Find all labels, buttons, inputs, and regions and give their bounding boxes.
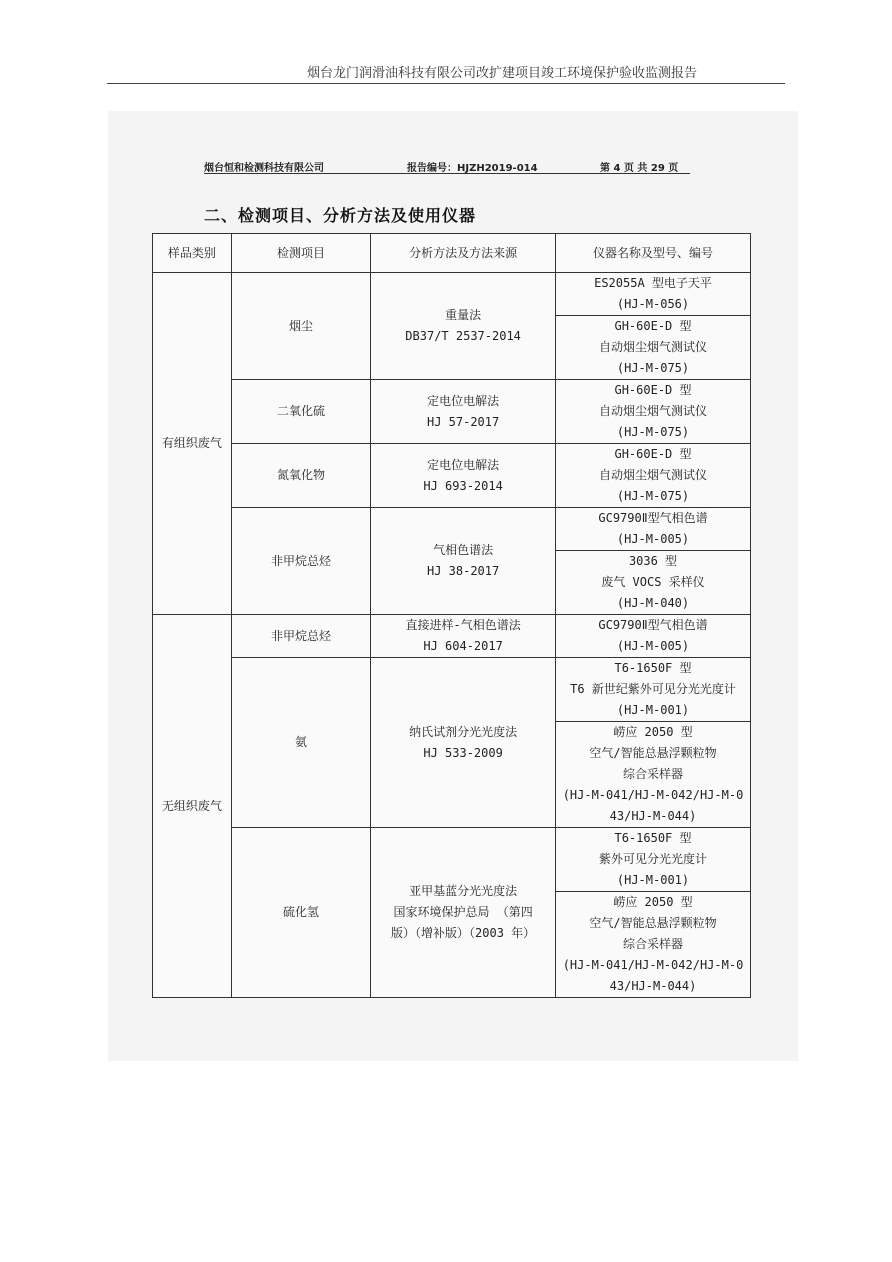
table-row	[153, 508, 751, 551]
item-cell: 非甲烷总烃	[231, 508, 370, 615]
scan-header	[204, 159, 690, 174]
header-cell: 样品类别	[153, 234, 232, 273]
item-cell: 硫化氢	[231, 828, 370, 998]
header-cell: 仪器名称及型号、编号	[556, 234, 751, 273]
instrument-cell: 崂应 2050 型 空气/智能总悬浮颗粒物 综合采样器 (HJ-M-041/HJ-M-042/HJ-M-0 43/HJ-M-044)	[556, 722, 751, 828]
method-cell: 定电位电解法 HJ 57-2017	[371, 380, 556, 444]
section-title: 二、检测项目、分析方法及使用仪器	[204, 206, 477, 225]
item-cell: 氨	[231, 658, 370, 828]
table-row	[153, 273, 751, 316]
method-cell: 定电位电解法 HJ 693-2014	[371, 444, 556, 508]
scanned-page	[108, 111, 798, 1061]
table-row	[153, 380, 751, 444]
instrument-cell: T6-1650F 型 T6 新世纪紫外可见分光光度计 (HJ-M-001)	[556, 658, 751, 722]
company-name: 烟台恒和检测科技有限公司	[204, 163, 324, 174]
report-header-title: 烟台龙门润滑油科技有限公司改扩建项目竣工环境保护验收监测报告	[306, 66, 697, 81]
instrument-cell: GH-60E-D 型 自动烟尘烟气测试仪 (HJ-M-075)	[556, 444, 751, 508]
instrument-cell: GH-60E-D 型 自动烟尘烟气测试仪 (HJ-M-075)	[556, 380, 751, 444]
header-cell: 分析方法及方法来源	[371, 234, 556, 273]
method-cell: 纳氏试剂分光光度法 HJ 533-2009	[371, 658, 556, 828]
category-cell: 有组织废气	[153, 273, 232, 615]
category-cell: 无组织废气	[153, 615, 232, 998]
item-cell: 氮氧化物	[231, 444, 370, 508]
table-row	[153, 658, 751, 722]
table-row	[153, 615, 751, 658]
instrument-cell: 崂应 2050 型 空气/智能总悬浮颗粒物 综合采样器 (HJ-M-041/HJ-M-042/HJ-M-0 43/HJ-M-044)	[556, 892, 751, 998]
item-cell: 非甲烷总烃	[231, 615, 370, 658]
instrument-cell: GC9790Ⅱ型气相色谱 (HJ-M-005)	[556, 615, 751, 658]
report-number: 报告编号：HJZH2019-014	[407, 163, 538, 174]
item-cell: 二氧化硫	[231, 380, 370, 444]
instrument-cell: 3036 型 废气 VOCS 采样仪 (HJ-M-040)	[556, 551, 751, 615]
item-cell: 烟尘	[231, 273, 370, 380]
table-header-row	[153, 234, 751, 273]
instrument-cell: GC9790Ⅱ型气相色谱 (HJ-M-005)	[556, 508, 751, 551]
header-divider	[107, 83, 785, 84]
header-cell: 检测项目	[231, 234, 370, 273]
instrument-cell: T6-1650F 型 紫外可见分光光度计 (HJ-M-001)	[556, 828, 751, 892]
method-cell: 气相色谱法 HJ 38-2017	[371, 508, 556, 615]
method-cell: 直接进样-气相色谱法 HJ 604-2017	[371, 615, 556, 658]
page-number: 第 4 页 共 29 页	[600, 163, 679, 174]
table-row	[153, 444, 751, 508]
instrument-cell: ES2055A 型电子天平 (HJ-M-056)	[556, 273, 751, 316]
instrument-cell: GH-60E-D 型 自动烟尘烟气测试仪 (HJ-M-075)	[556, 316, 751, 380]
method-cell: 重量法 DB37/T 2537-2014	[371, 273, 556, 380]
table-row	[153, 828, 751, 892]
methods-table	[152, 233, 751, 998]
method-cell: 亚甲基蓝分光光度法 国家环境保护总局 （第四 版）（增补版）（2003 年）	[371, 828, 556, 998]
